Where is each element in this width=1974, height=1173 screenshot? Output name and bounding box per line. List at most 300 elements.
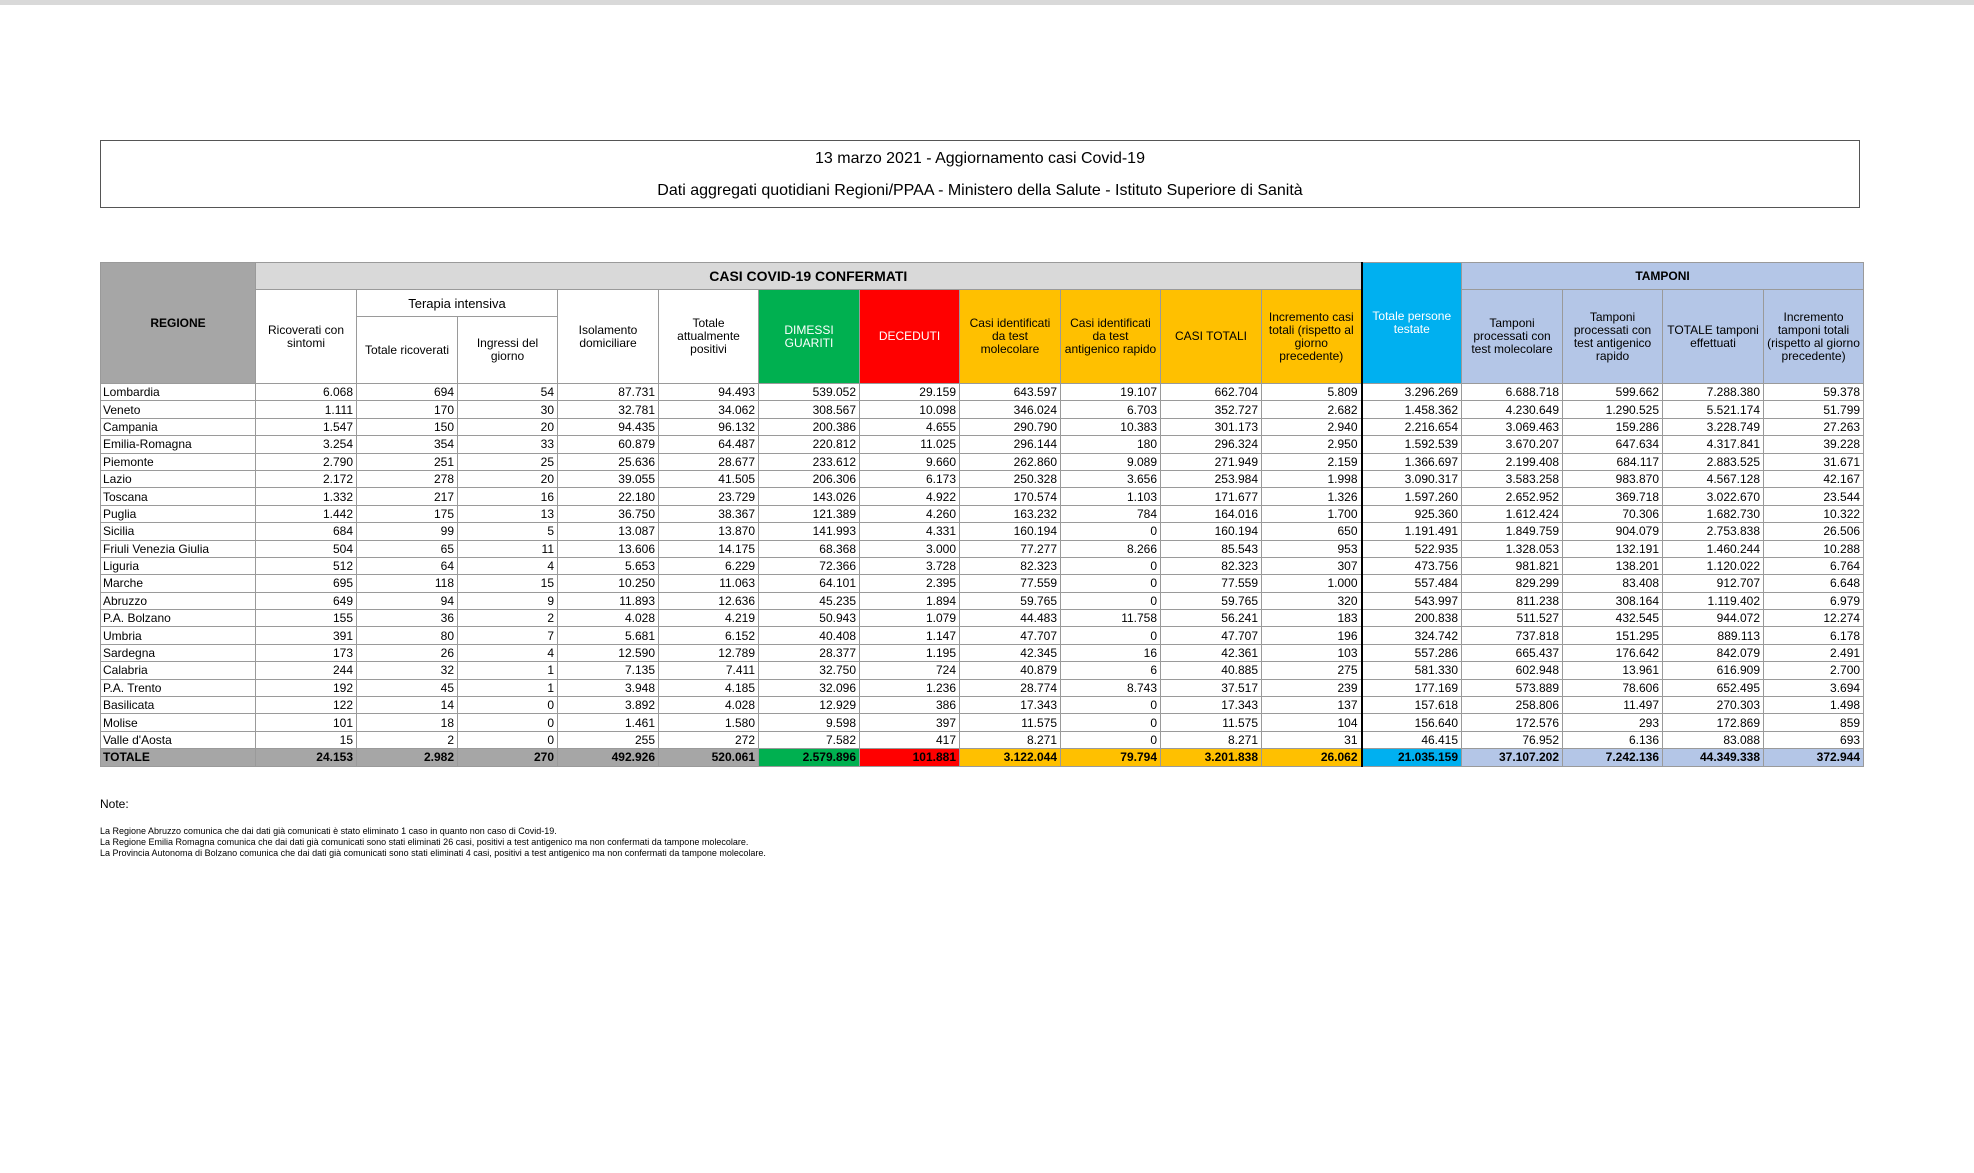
cell-casi-molecolare: 77.559 — [960, 575, 1061, 592]
cell-dimessi: 308.567 — [759, 401, 860, 418]
cell-persone-testate: 3.296.269 — [1362, 384, 1462, 401]
table-row — [101, 470, 1864, 487]
cell-totale-positivi: 13.870 — [659, 523, 759, 540]
cell-totale-positivi: 64.487 — [659, 436, 759, 453]
cell-incremento-casi: 650 — [1262, 523, 1362, 540]
cell-tamponi-molecolare: 511.527 — [1462, 610, 1563, 627]
cell-totale-tamponi: 172.869 — [1663, 714, 1764, 731]
cell-deceduti: 1.236 — [860, 679, 960, 696]
note-line: La Regione Emilia Romagna comunica che dai dati già comunicati sono stati eliminati 26 casi, positivi a test antigenico ma non confermati da tampone molecolare. — [100, 837, 749, 847]
cell-deceduti: 4.922 — [860, 488, 960, 505]
cell-tamponi-molecolare: 4.230.649 — [1462, 401, 1563, 418]
cell-persone-testate: 1.458.362 — [1362, 401, 1462, 418]
table-row — [101, 714, 1864, 731]
cell-totale-tamponi: 652.495 — [1663, 679, 1764, 696]
cell-ricoverati: 2.790 — [256, 453, 357, 470]
table-row — [101, 662, 1864, 679]
cell-casi-molecolare: 262.860 — [960, 453, 1061, 470]
cell-incremento-tamponi: 26.506 — [1764, 523, 1864, 540]
header-totale-ricoverati: Totale ricoverati — [357, 317, 458, 384]
cell-tamponi-antigenico: 983.870 — [1563, 470, 1663, 487]
cell-totale-positivi: 41.505 — [659, 470, 759, 487]
cell-dimessi: 141.993 — [759, 523, 860, 540]
cell-dimessi: 200.386 — [759, 418, 860, 435]
cell-incremento-tamponi: 27.263 — [1764, 418, 1864, 435]
cell-tamponi-molecolare: 1.849.759 — [1462, 523, 1563, 540]
cell-totale-ricoverati: 14 — [357, 697, 458, 714]
cell-totale-ricoverati: 251 — [357, 453, 458, 470]
cell-casi-totali: 160.194 — [1161, 523, 1262, 540]
cell-tamponi-antigenico: 1.290.525 — [1563, 401, 1663, 418]
cell-totale-tamponi: 1.460.244 — [1663, 540, 1764, 557]
table-row — [101, 488, 1864, 505]
cell-incremento-casi: 104 — [1262, 714, 1362, 731]
cell-incremento-tamponi: 6.648 — [1764, 575, 1864, 592]
cell-region: Marche — [101, 575, 256, 592]
total-casi-totali: 3.201.838 — [1161, 749, 1262, 766]
cell-region: Calabria — [101, 662, 256, 679]
cell-totale-ricoverati: 694 — [357, 384, 458, 401]
cell-incremento-casi: 2.159 — [1262, 453, 1362, 470]
table-row — [101, 731, 1864, 748]
cell-dimessi: 28.377 — [759, 644, 860, 661]
cell-casi-totali: 171.677 — [1161, 488, 1262, 505]
cell-isolamento: 12.590 — [558, 644, 659, 661]
cell-ingressi-giorno: 4 — [458, 644, 558, 661]
cell-isolamento: 1.461 — [558, 714, 659, 731]
cell-totale-positivi: 4.185 — [659, 679, 759, 696]
cell-casi-antigenico: 6.703 — [1061, 401, 1161, 418]
cell-totale-tamponi: 83.088 — [1663, 731, 1764, 748]
cell-dimessi: 64.101 — [759, 575, 860, 592]
cell-deceduti: 397 — [860, 714, 960, 731]
header-casi-antigenico: Casi identificati da test antigenico rapido — [1061, 290, 1161, 384]
cell-casi-totali: 296.324 — [1161, 436, 1262, 453]
cell-deceduti: 4.331 — [860, 523, 960, 540]
cell-persone-testate: 157.618 — [1362, 697, 1462, 714]
header-ricoverati: Ricoverati con sintomi — [256, 290, 357, 384]
cell-region: Sicilia — [101, 523, 256, 540]
cell-totale-tamponi: 1.682.730 — [1663, 505, 1764, 522]
cell-tamponi-molecolare: 829.299 — [1462, 575, 1563, 592]
cell-casi-totali: 662.704 — [1161, 384, 1262, 401]
cell-casi-molecolare: 17.343 — [960, 697, 1061, 714]
cell-tamponi-molecolare: 6.688.718 — [1462, 384, 1563, 401]
cell-incremento-tamponi: 51.799 — [1764, 401, 1864, 418]
cell-totale-ricoverati: 278 — [357, 470, 458, 487]
cell-totale-positivi: 38.367 — [659, 505, 759, 522]
cell-totale-tamponi: 5.521.174 — [1663, 401, 1764, 418]
cell-casi-molecolare: 296.144 — [960, 436, 1061, 453]
cell-incremento-tamponi: 42.167 — [1764, 470, 1864, 487]
cell-casi-molecolare: 11.575 — [960, 714, 1061, 731]
cell-totale-tamponi: 2.753.838 — [1663, 523, 1764, 540]
table-row — [101, 644, 1864, 661]
cell-casi-molecolare: 40.879 — [960, 662, 1061, 679]
cell-incremento-casi: 320 — [1262, 592, 1362, 609]
top-scroll-bar — [0, 0, 1974, 5]
cell-ingressi-giorno: 2 — [458, 610, 558, 627]
table-row — [101, 627, 1864, 644]
cell-ingressi-giorno: 11 — [458, 540, 558, 557]
cell-dimessi: 32.750 — [759, 662, 860, 679]
cell-casi-totali: 11.575 — [1161, 714, 1262, 731]
cell-isolamento: 32.781 — [558, 401, 659, 418]
cell-casi-antigenico: 1.103 — [1061, 488, 1161, 505]
cell-deceduti: 386 — [860, 697, 960, 714]
cell-ingressi-giorno: 25 — [458, 453, 558, 470]
cell-isolamento: 60.879 — [558, 436, 659, 453]
cell-tamponi-molecolare: 3.583.258 — [1462, 470, 1563, 487]
cell-incremento-casi: 1.700 — [1262, 505, 1362, 522]
cell-ricoverati: 6.068 — [256, 384, 357, 401]
cell-totale-ricoverati: 99 — [357, 523, 458, 540]
cell-totale-positivi: 11.063 — [659, 575, 759, 592]
cell-casi-totali: 85.543 — [1161, 540, 1262, 557]
total-tamponi-molecolare: 37.107.202 — [1462, 749, 1563, 766]
cell-isolamento: 11.893 — [558, 592, 659, 609]
cell-incremento-tamponi: 2.491 — [1764, 644, 1864, 661]
cell-ricoverati: 1.332 — [256, 488, 357, 505]
cell-ingressi-giorno: 5 — [458, 523, 558, 540]
cell-totale-positivi: 28.677 — [659, 453, 759, 470]
cell-totale-positivi: 12.636 — [659, 592, 759, 609]
cell-totale-positivi: 34.062 — [659, 401, 759, 418]
cell-totale-tamponi: 944.072 — [1663, 610, 1764, 627]
cell-dimessi: 50.943 — [759, 610, 860, 627]
cell-deceduti: 6.173 — [860, 470, 960, 487]
cell-casi-antigenico: 9.089 — [1061, 453, 1161, 470]
cell-ingressi-giorno: 20 — [458, 418, 558, 435]
header-dimessi: DIMESSI GUARITI — [759, 290, 860, 384]
table-row — [101, 436, 1864, 453]
cell-dimessi: 121.389 — [759, 505, 860, 522]
cell-totale-tamponi: 889.113 — [1663, 627, 1764, 644]
cell-incremento-tamponi: 2.700 — [1764, 662, 1864, 679]
cell-dimessi: 539.052 — [759, 384, 860, 401]
cell-ingressi-giorno: 15 — [458, 575, 558, 592]
cell-deceduti: 29.159 — [860, 384, 960, 401]
report-title-box — [100, 140, 1860, 208]
cell-region: Valle d'Aosta — [101, 731, 256, 748]
cell-casi-totali: 77.559 — [1161, 575, 1262, 592]
cell-incremento-tamponi: 1.498 — [1764, 697, 1864, 714]
cell-dimessi: 72.366 — [759, 557, 860, 574]
cell-dimessi: 40.408 — [759, 627, 860, 644]
header-tamponi-antigenico: Tamponi processati con test antigenico rapido — [1563, 290, 1663, 384]
header-totale-positivi: Totale attualmente positivi — [659, 290, 759, 384]
total-row — [101, 749, 1864, 766]
cell-persone-testate: 46.415 — [1362, 731, 1462, 748]
table-row — [101, 575, 1864, 592]
cell-incremento-tamponi: 12.274 — [1764, 610, 1864, 627]
covid-data-table — [100, 262, 1864, 767]
cell-ingressi-giorno: 1 — [458, 662, 558, 679]
cell-totale-tamponi: 270.303 — [1663, 697, 1764, 714]
table-row — [101, 453, 1864, 470]
total-incremento-casi: 26.062 — [1262, 749, 1362, 766]
cell-persone-testate: 557.286 — [1362, 644, 1462, 661]
cell-isolamento: 13.606 — [558, 540, 659, 557]
cell-casi-totali: 17.343 — [1161, 697, 1262, 714]
cell-incremento-casi: 103 — [1262, 644, 1362, 661]
notes-label: Note: — [100, 797, 129, 811]
total-ingressi-giorno: 270 — [458, 749, 558, 766]
cell-deceduti: 4.655 — [860, 418, 960, 435]
cell-deceduti: 3.000 — [860, 540, 960, 557]
cell-deceduti: 4.260 — [860, 505, 960, 522]
cell-casi-antigenico: 0 — [1061, 627, 1161, 644]
notes-list — [100, 826, 766, 859]
cell-casi-totali: 42.361 — [1161, 644, 1262, 661]
cell-totale-positivi: 272 — [659, 731, 759, 748]
cell-casi-totali: 8.271 — [1161, 731, 1262, 748]
cell-deceduti: 1.195 — [860, 644, 960, 661]
cell-incremento-casi: 183 — [1262, 610, 1362, 627]
total-isolamento: 492.926 — [558, 749, 659, 766]
cell-totale-tamponi: 616.909 — [1663, 662, 1764, 679]
header-isolamento: Isolamento domiciliare — [558, 290, 659, 384]
cell-totale-ricoverati: 94 — [357, 592, 458, 609]
table-row — [101, 505, 1864, 522]
cell-tamponi-molecolare: 3.670.207 — [1462, 436, 1563, 453]
cell-persone-testate: 1.191.491 — [1362, 523, 1462, 540]
cell-dimessi: 9.598 — [759, 714, 860, 731]
cell-persone-testate: 1.597.260 — [1362, 488, 1462, 505]
cell-casi-molecolare: 44.483 — [960, 610, 1061, 627]
report-subtitle: Dati aggregati quotidiani Regioni/PPAA - Ministero della Salute - Istituto Superiore di Sanità — [657, 182, 1303, 199]
cell-incremento-tamponi: 6.178 — [1764, 627, 1864, 644]
cell-tamponi-molecolare: 602.948 — [1462, 662, 1563, 679]
cell-ricoverati: 192 — [256, 679, 357, 696]
cell-totale-positivi: 23.729 — [659, 488, 759, 505]
cell-casi-molecolare: 346.024 — [960, 401, 1061, 418]
cell-totale-ricoverati: 65 — [357, 540, 458, 557]
cell-ricoverati: 155 — [256, 610, 357, 627]
cell-tamponi-molecolare: 1.328.053 — [1462, 540, 1563, 557]
cell-incremento-tamponi: 10.288 — [1764, 540, 1864, 557]
cell-deceduti: 10.098 — [860, 401, 960, 418]
cell-casi-antigenico: 0 — [1061, 714, 1161, 731]
cell-region: Veneto — [101, 401, 256, 418]
cell-tamponi-molecolare: 76.952 — [1462, 731, 1563, 748]
cell-region: Molise — [101, 714, 256, 731]
cell-region: Liguria — [101, 557, 256, 574]
total-totale-tamponi: 44.349.338 — [1663, 749, 1764, 766]
cell-casi-totali: 301.173 — [1161, 418, 1262, 435]
cell-persone-testate: 200.838 — [1362, 610, 1462, 627]
cell-persone-testate: 2.216.654 — [1362, 418, 1462, 435]
cell-deceduti: 724 — [860, 662, 960, 679]
cell-dimessi: 32.096 — [759, 679, 860, 696]
cell-totale-ricoverati: 64 — [357, 557, 458, 574]
report-title: 13 marzo 2021 - Aggiornamento casi Covid-19 — [815, 150, 1145, 167]
cell-region: Abruzzo — [101, 592, 256, 609]
cell-tamponi-antigenico: 904.079 — [1563, 523, 1663, 540]
cell-incremento-casi: 239 — [1262, 679, 1362, 696]
cell-tamponi-molecolare: 811.238 — [1462, 592, 1563, 609]
cell-isolamento: 94.435 — [558, 418, 659, 435]
table-row — [101, 523, 1864, 540]
cell-ricoverati: 1.547 — [256, 418, 357, 435]
cell-casi-antigenico: 0 — [1061, 523, 1161, 540]
cell-casi-antigenico: 8.266 — [1061, 540, 1161, 557]
cell-isolamento: 3.948 — [558, 679, 659, 696]
cell-incremento-casi: 2.950 — [1262, 436, 1362, 453]
cell-ricoverati: 15 — [256, 731, 357, 748]
cell-ricoverati: 512 — [256, 557, 357, 574]
cell-dimessi: 45.235 — [759, 592, 860, 609]
header-terapia-intensiva: Terapia intensiva — [357, 290, 558, 317]
cell-totale-tamponi: 3.022.670 — [1663, 488, 1764, 505]
cell-casi-antigenico: 180 — [1061, 436, 1161, 453]
cell-casi-antigenico: 16 — [1061, 644, 1161, 661]
total-casi-molecolare: 3.122.044 — [960, 749, 1061, 766]
cell-region: Basilicata — [101, 697, 256, 714]
cell-casi-molecolare: 59.765 — [960, 592, 1061, 609]
cell-totale-ricoverati: 2 — [357, 731, 458, 748]
cell-casi-molecolare: 160.194 — [960, 523, 1061, 540]
cell-totale-tamponi: 3.228.749 — [1663, 418, 1764, 435]
cell-dimessi: 12.929 — [759, 697, 860, 714]
cell-ingressi-giorno: 33 — [458, 436, 558, 453]
total-totale-ricoverati: 2.982 — [357, 749, 458, 766]
cell-casi-molecolare: 82.323 — [960, 557, 1061, 574]
cell-totale-positivi: 12.789 — [659, 644, 759, 661]
cell-tamponi-molecolare: 2.199.408 — [1462, 453, 1563, 470]
cell-ingressi-giorno: 0 — [458, 697, 558, 714]
table-body — [101, 384, 1864, 767]
cell-incremento-tamponi: 859 — [1764, 714, 1864, 731]
total-incremento-tamponi: 372.944 — [1764, 749, 1864, 766]
cell-totale-tamponi: 912.707 — [1663, 575, 1764, 592]
cell-tamponi-antigenico: 151.295 — [1563, 627, 1663, 644]
cell-deceduti: 1.147 — [860, 627, 960, 644]
cell-tamponi-antigenico: 159.286 — [1563, 418, 1663, 435]
cell-tamponi-antigenico: 70.306 — [1563, 505, 1663, 522]
cell-deceduti: 1.079 — [860, 610, 960, 627]
cell-ricoverati: 1.111 — [256, 401, 357, 418]
cell-totale-positivi: 96.132 — [659, 418, 759, 435]
header-incremento-casi: Incremento casi totali (rispetto al giorno precedente) — [1262, 290, 1362, 384]
cell-isolamento: 25.636 — [558, 453, 659, 470]
cell-tamponi-antigenico: 83.408 — [1563, 575, 1663, 592]
cell-incremento-tamponi: 6.764 — [1764, 557, 1864, 574]
cell-isolamento: 39.055 — [558, 470, 659, 487]
total-totale-positivi: 520.061 — [659, 749, 759, 766]
cell-region: Lombardia — [101, 384, 256, 401]
cell-dimessi: 206.306 — [759, 470, 860, 487]
cell-dimessi: 220.812 — [759, 436, 860, 453]
header-tamponi: TAMPONI — [1462, 263, 1864, 290]
cell-totale-ricoverati: 36 — [357, 610, 458, 627]
cell-ingressi-giorno: 7 — [458, 627, 558, 644]
cell-ricoverati: 684 — [256, 523, 357, 540]
table-row — [101, 592, 1864, 609]
cell-ricoverati: 3.254 — [256, 436, 357, 453]
cell-totale-positivi: 7.411 — [659, 662, 759, 679]
cell-isolamento: 255 — [558, 731, 659, 748]
cell-incremento-casi: 196 — [1262, 627, 1362, 644]
cell-persone-testate: 473.756 — [1362, 557, 1462, 574]
total-tamponi-antigenico: 7.242.136 — [1563, 749, 1663, 766]
cell-isolamento: 3.892 — [558, 697, 659, 714]
cell-ingressi-giorno: 4 — [458, 557, 558, 574]
cell-tamponi-molecolare: 2.652.952 — [1462, 488, 1563, 505]
cell-totale-ricoverati: 18 — [357, 714, 458, 731]
cell-persone-testate: 3.090.317 — [1362, 470, 1462, 487]
cell-isolamento: 87.731 — [558, 384, 659, 401]
cell-isolamento: 22.180 — [558, 488, 659, 505]
cell-ingressi-giorno: 1 — [458, 679, 558, 696]
cell-incremento-casi: 1.000 — [1262, 575, 1362, 592]
cell-casi-antigenico: 3.656 — [1061, 470, 1161, 487]
cell-casi-totali: 37.517 — [1161, 679, 1262, 696]
cell-incremento-casi: 137 — [1262, 697, 1362, 714]
cell-tamponi-molecolare: 172.576 — [1462, 714, 1563, 731]
cell-incremento-casi: 2.682 — [1262, 401, 1362, 418]
cell-region: P.A. Bolzano — [101, 610, 256, 627]
cell-tamponi-molecolare: 665.437 — [1462, 644, 1563, 661]
cell-isolamento: 5.653 — [558, 557, 659, 574]
cell-incremento-casi: 1.326 — [1262, 488, 1362, 505]
cell-tamponi-antigenico: 78.606 — [1563, 679, 1663, 696]
cell-tamponi-molecolare: 981.821 — [1462, 557, 1563, 574]
cell-tamponi-antigenico: 599.662 — [1563, 384, 1663, 401]
cell-region: Puglia — [101, 505, 256, 522]
cell-totale-ricoverati: 26 — [357, 644, 458, 661]
cell-persone-testate: 557.484 — [1362, 575, 1462, 592]
cell-totale-ricoverati: 32 — [357, 662, 458, 679]
cell-ricoverati: 244 — [256, 662, 357, 679]
cell-ingressi-giorno: 9 — [458, 592, 558, 609]
cell-ingressi-giorno: 54 — [458, 384, 558, 401]
cell-incremento-casi: 275 — [1262, 662, 1362, 679]
cell-ricoverati: 391 — [256, 627, 357, 644]
cell-casi-antigenico: 8.743 — [1061, 679, 1161, 696]
cell-casi-molecolare: 42.345 — [960, 644, 1061, 661]
cell-ricoverati: 649 — [256, 592, 357, 609]
cell-ingressi-giorno: 0 — [458, 714, 558, 731]
cell-deceduti: 2.395 — [860, 575, 960, 592]
cell-totale-ricoverati: 217 — [357, 488, 458, 505]
cell-incremento-tamponi: 59.378 — [1764, 384, 1864, 401]
cell-region: P.A. Trento — [101, 679, 256, 696]
cell-incremento-casi: 31 — [1262, 731, 1362, 748]
cell-isolamento: 4.028 — [558, 610, 659, 627]
cell-casi-antigenico: 0 — [1061, 557, 1161, 574]
cell-casi-antigenico: 10.383 — [1061, 418, 1161, 435]
cell-casi-molecolare: 643.597 — [960, 384, 1061, 401]
header-incremento-tamponi: Incremento tamponi totali (rispetto al giorno precedente) — [1764, 290, 1864, 384]
cell-casi-antigenico: 0 — [1061, 697, 1161, 714]
cell-totale-tamponi: 7.288.380 — [1663, 384, 1764, 401]
cell-totale-tamponi: 4.317.841 — [1663, 436, 1764, 453]
cell-casi-antigenico: 0 — [1061, 731, 1161, 748]
cell-incremento-tamponi: 39.228 — [1764, 436, 1864, 453]
cell-totale-positivi: 6.229 — [659, 557, 759, 574]
cell-region: Emilia-Romagna — [101, 436, 256, 453]
cell-region: Campania — [101, 418, 256, 435]
header-casi-molecolare: Casi identificati da test molecolare — [960, 290, 1061, 384]
cell-tamponi-molecolare: 258.806 — [1462, 697, 1563, 714]
cell-casi-totali: 82.323 — [1161, 557, 1262, 574]
total-deceduti: 101.881 — [860, 749, 960, 766]
cell-isolamento: 36.750 — [558, 505, 659, 522]
cell-deceduti: 1.894 — [860, 592, 960, 609]
cell-ricoverati: 1.442 — [256, 505, 357, 522]
cell-region: Friuli Venezia Giulia — [101, 540, 256, 557]
